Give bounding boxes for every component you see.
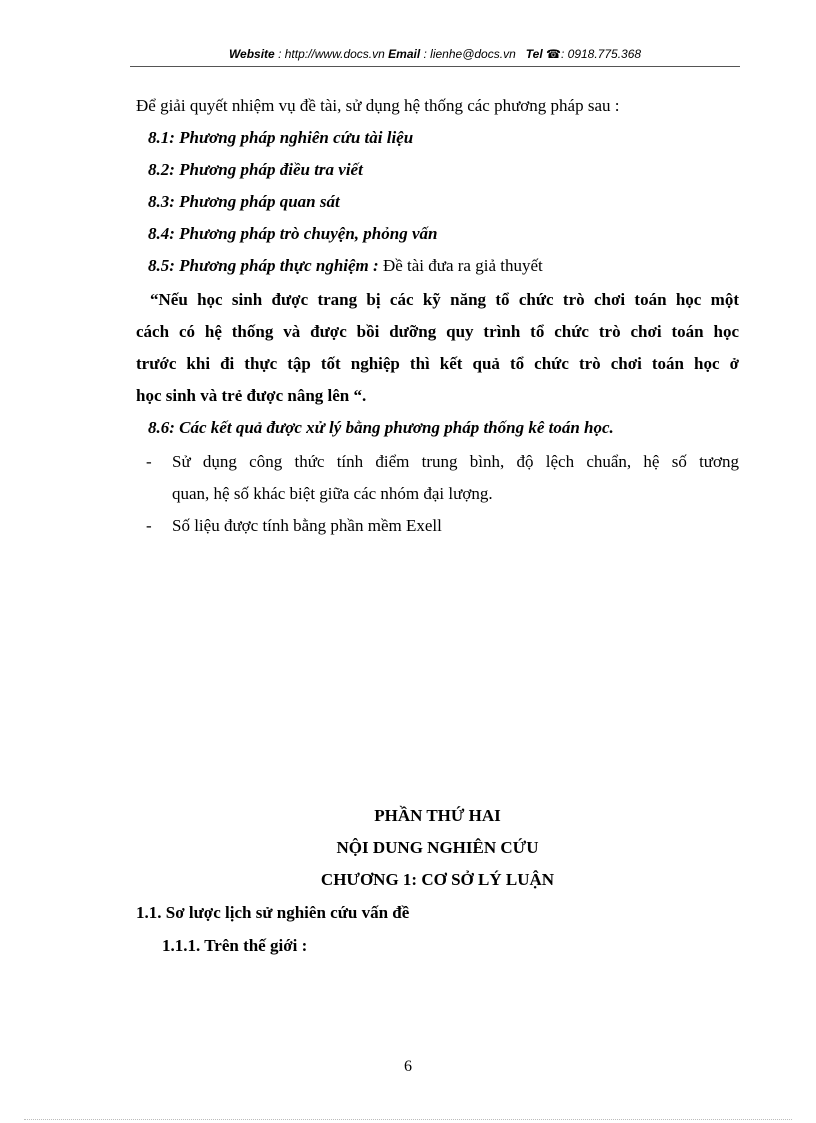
bullet-2-line-1: Số liệu được tính bằng phần mềm Exell	[172, 516, 442, 535]
tel-value: 0918.775.368	[567, 47, 642, 61]
website-sep: :	[274, 47, 285, 61]
hypothesis-line-4: học sinh và trẻ được nâng lên “.	[136, 386, 367, 405]
email-sep: :	[420, 47, 431, 61]
phone-icon: ☎	[546, 47, 561, 61]
website-url[interactable]: http://www.docs.vn	[284, 47, 385, 61]
page-bottom-border	[24, 1119, 792, 1120]
tel-sep: :	[560, 47, 568, 61]
bullet-1-line-1: Sử dụng công thức tính điểm trung bình, độ lệch chuẩn, hệ số tương	[172, 452, 739, 471]
email-value[interactable]: lienhe@docs.vn	[430, 47, 516, 61]
hypothesis-line-1: “Nếu học sinh được trang bị các kỹ năng tổ chức trò chơi toán học một	[150, 290, 739, 309]
method-8-3: 8.3: Phương pháp quan sát	[148, 192, 340, 211]
section-1-1-1-heading: 1.1.1. Trên thế giới :	[162, 936, 308, 955]
part-subtitle: NỘI DUNG NGHIÊN CỨU	[336, 838, 539, 857]
intro-text: Để giải quyết nhiệm vụ đề tài, sử dụng hệ thống các phương pháp sau :	[136, 96, 620, 115]
page-header	[130, 47, 740, 61]
email-label: Email	[388, 47, 421, 61]
chapter-title: CHƯƠNG 1: CƠ SỞ LÝ LUẬN	[320, 870, 555, 889]
header-divider	[130, 66, 740, 67]
tel-label: Tel	[525, 47, 543, 61]
bullet-1-line-2: quan, hệ số khác biệt giữa các nhóm đại lượng.	[172, 484, 493, 503]
section-1-1-heading: 1.1. Sơ lược lịch sử nghiên cứu vấn đề	[136, 903, 410, 922]
page-number: 6	[404, 1058, 412, 1075]
method-8-5-label: 8.5: Phương pháp thực nghiệm :	[148, 256, 379, 275]
hypothesis-line-2: cách có hệ thống và được bồi dưỡng quy trình tổ chức trò chơi toán học	[136, 322, 739, 341]
method-8-5	[148, 256, 543, 276]
website-label: Website	[228, 47, 275, 61]
bullet-dash: -	[146, 452, 152, 471]
part-title: PHẦN THỨ HAI	[374, 806, 501, 825]
bullet-dash: -	[146, 516, 152, 535]
method-8-1: 8.1: Phương pháp nghiên cứu tài liệu	[148, 128, 414, 147]
method-8-5-text: Đề tài đưa ra giả thuyết	[378, 256, 543, 275]
method-8-4: 8.4: Phương pháp trò chuyện, phỏng vấn	[148, 224, 438, 243]
method-8-6: 8.6: Các kết quả được xử lý bằng phương pháp thống kê toán học.	[148, 418, 614, 437]
hypothesis-line-3: trước khi đi thực tập tốt nghiệp thì kết quả tổ chức trò chơi toán học ở	[136, 354, 739, 373]
method-8-2: 8.2: Phương pháp điều tra viết	[148, 160, 363, 179]
